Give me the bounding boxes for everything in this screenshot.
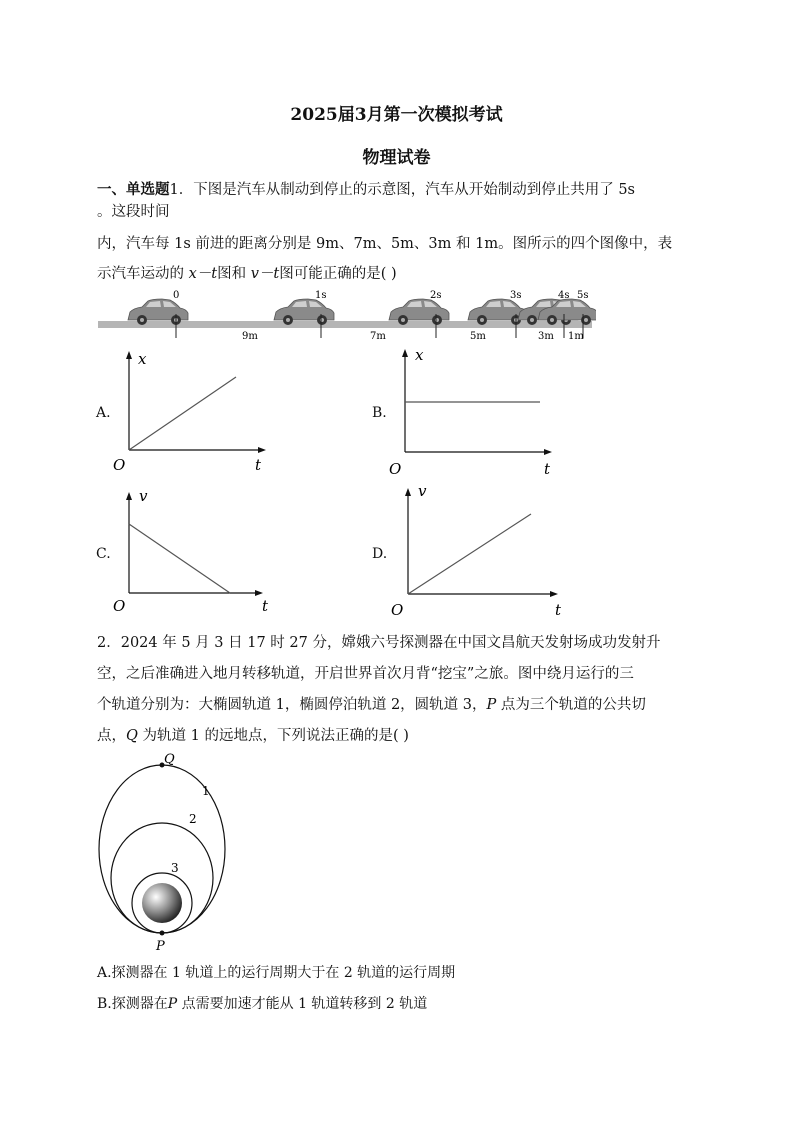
- option-b-label[interactable]: B.: [372, 405, 387, 421]
- q1-stem-line1: [97, 178, 635, 199]
- q2-q-symbol: Q: [126, 728, 138, 744]
- q2-text-c: 点，: [97, 728, 126, 744]
- time-label: 5s: [577, 290, 589, 301]
- section-label: 一、单选题: [97, 181, 170, 198]
- x-axis-label: t: [262, 597, 269, 615]
- q2-text-b: 点为三个轨道的公共切: [496, 697, 646, 713]
- y-axis-label: x: [415, 346, 424, 364]
- label-q: Q: [164, 752, 175, 767]
- option-d-label[interactable]: D.: [372, 546, 388, 562]
- label-p: P: [156, 939, 165, 954]
- orbit-2-label: 2: [189, 812, 197, 826]
- origin-label: O: [113, 456, 126, 474]
- orbit-3-label: 3: [171, 861, 179, 875]
- q2-option-b-p: P: [167, 996, 178, 1012]
- q2-p-symbol: P: [486, 697, 497, 713]
- origin-label: O: [391, 601, 404, 618]
- option-a-label[interactable]: A.: [96, 405, 111, 421]
- exam-subject: 物理试卷: [362, 148, 431, 168]
- option-b-graph[interactable]: [386, 340, 561, 478]
- exam-title: 2025届3月第一次模拟考试: [290, 105, 503, 125]
- orbit-1-label: 1: [202, 784, 210, 798]
- option-c-label[interactable]: C.: [96, 546, 111, 562]
- q2-text-a: 个轨道分别为：大椭圆轨道 1，椭圆停泊轨道 2，圆轨道 3，: [97, 697, 487, 713]
- time-label: 1s: [315, 290, 327, 301]
- q1-text-b: 图和: [217, 266, 247, 282]
- moon-icon: [142, 883, 182, 923]
- q2-stem-line1: 2．2024 年 5 月 3 日 17 时 27 分，嫦娥六号探测器在中国文昌航天发射场成功发射升: [97, 635, 661, 651]
- q1-vt-symbol: v－t: [250, 266, 280, 282]
- y-axis-label: v: [418, 482, 427, 500]
- q2-text-d: 为轨道 1 的远地点，下列说法正确的是( ): [137, 728, 409, 744]
- time-label: 2s: [430, 290, 442, 301]
- x-axis-label: t: [555, 601, 562, 618]
- x-axis-label: t: [255, 456, 262, 474]
- y-axis-label: x: [138, 350, 147, 368]
- q1-stem-line4: [97, 262, 397, 283]
- origin-label: O: [113, 597, 126, 615]
- time-label: 3s: [510, 290, 522, 301]
- q2-stem-line3: [97, 693, 646, 714]
- distance-label: 1m: [568, 331, 584, 342]
- x-axis-label: t: [544, 460, 551, 478]
- distance-label: 5m: [470, 331, 486, 342]
- q2-stem-line4: [97, 724, 409, 745]
- q2-option-b-text-b: 点需要加速才能从 1 轨道转移到 2 轨道: [177, 996, 428, 1012]
- q1-stem-line2: 。这段时间: [97, 204, 170, 220]
- q1-text-c: 图可能正确的是( ): [279, 266, 397, 282]
- q2-option-a[interactable]: A.探测器在 1 轨道上的运行周期大于在 2 轨道的运行周期: [97, 965, 456, 981]
- q1-text: 1．下图是汽车从制动到停止的示意图，汽车从开始制动到停止共用了 5s: [169, 182, 635, 198]
- distance-label: 3m: [538, 331, 554, 342]
- option-a-graph[interactable]: [110, 346, 280, 474]
- origin-label: O: [389, 460, 402, 478]
- option-c-graph[interactable]: [110, 485, 280, 615]
- distance-label: 7m: [370, 331, 386, 342]
- q2-stem-line2: 空，之后准确进入地月转移轨道，开启世界首次月背“挖宝”之旅。图中绕月运行的三: [97, 666, 634, 682]
- orbit-diagram: [94, 748, 244, 958]
- q2-option-b-text-a: B.探测器在: [97, 996, 168, 1012]
- y-axis-label: v: [139, 487, 148, 505]
- car-braking-diagram: [96, 286, 596, 346]
- q1-text-a: 示汽车运动的: [97, 266, 184, 282]
- point-p: [160, 931, 165, 936]
- option-d-graph[interactable]: [386, 478, 566, 618]
- q1-xt-symbol: x－t: [188, 266, 218, 282]
- q1-stem-line3: 内，汽车每 1s 前进的距离分别是 9m、7m、5m、3m 和 1m。图所示的四个图像中，表: [97, 236, 673, 252]
- time-label: 0: [173, 290, 180, 301]
- q2-option-b[interactable]: [97, 993, 427, 1013]
- distance-label: 9m: [242, 331, 258, 342]
- time-label: 4s: [558, 290, 570, 301]
